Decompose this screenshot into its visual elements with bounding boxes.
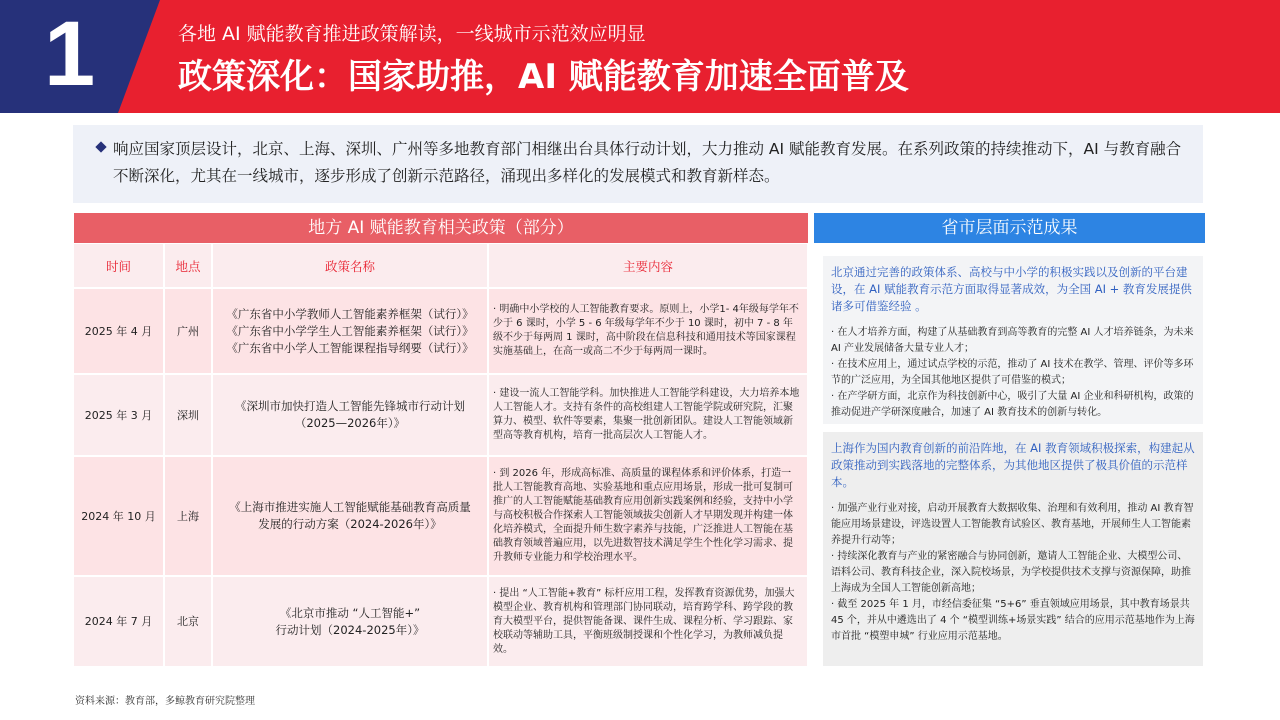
table-row	[74, 576, 808, 667]
policy-name-line: 《广东省中小学人工智能课程指导纲要（试行）》	[226, 340, 474, 355]
list-item: · 截至 2025 年 1 月，市经信委征集 “5+6” 垂直领域应用场景，其中教育场景共 45 个，并从中遴选出了 4 个 “模型训练+场景实践” 结合的应用示范基地作为上海市首批 “模塑申城” 行业应用示范基地。	[831, 599, 1195, 642]
policy-table	[74, 244, 809, 668]
row-time: 2024 年 10 月	[74, 456, 164, 576]
list-item: · 加强产业行业对接，启动开展教育大数据收集、治理和有效利用，推动 AI 教育智能应用场景建设，评选设置人工智能教育试验区、教育基地，开展师生人工智能素养提升行动等；	[831, 503, 1194, 546]
column-header-policy-name: 政策名称	[212, 244, 488, 288]
policy-name-line: 《上海市推进实施人工智能赋能基础教育高质量发展的行动方案（2024-2026年）》	[229, 500, 471, 531]
policy-name-line: 《广东省中小学教师人工智能素养框架（试行）》	[226, 306, 474, 321]
policy-name-line: （2025—2026年）》	[294, 416, 406, 430]
row-time: 2024 年 7 月	[74, 576, 164, 667]
list-item: · 在产学研方面，北京作为科技创新中心，吸引了大量 AI 企业和科研机构，政策的推动促进产学研深度融合，加速了 AI 教育技术的创新与转化。	[831, 391, 1194, 418]
row-place: 深圳	[164, 374, 212, 456]
policy-name-line: 《北京市推动 “人工智能+”	[279, 605, 421, 620]
row-place: 广州	[164, 288, 212, 374]
row-time: 2025 年 4 月	[74, 288, 164, 374]
shanghai-lead-text: 上海作为国内教育创新的前沿阵地，在 AI 教育领域积极探索，构建起从政策推动到实践落地的完整体系，为其他地区提供了极具价值的示范样本。	[831, 441, 1195, 489]
row-time: 2025 年 3 月	[74, 374, 164, 456]
page-subtitle: 各地 AI 赋能教育推进政策解读，一线城市示范效应明显	[178, 23, 646, 45]
table-row	[74, 374, 808, 456]
row-content: · 提出 “人工智能+教育” 标杆应用工程，发挥教育资源优势，加强大模型企业、教育机构和管理部门协同联动，培育跨学科、跨学段的教育大模型平台，提供智能备课、课件生成、课程分析、学习跟踪、家校联动等辅助工具，平衡班级制授课和个性化学习，为教师减负提效。	[488, 576, 808, 667]
table-row	[74, 456, 808, 576]
row-place: 北京	[164, 576, 212, 667]
column-header-time: 时间	[74, 244, 164, 288]
beijing-lead-text: 北京通过完善的政策体系、高校与中小学的积极实践以及创新的平台建设，在 AI 赋能教育示范方面取得显著成效，为全国 AI + 教育发展提供诸多可借鉴经验 。	[831, 265, 1192, 313]
row-policy-name	[212, 288, 488, 374]
column-header-place: 地点	[164, 244, 212, 288]
section-number: 1	[44, 3, 96, 105]
row-place: 上海	[164, 456, 212, 576]
table-row	[74, 288, 808, 374]
policy-name-line: 《深圳市加快打造人工智能先锋城市行动计划	[235, 399, 465, 413]
list-item: · 持续深化教育与产业的紧密融合与协同创新，邀请人工智能企业、大模型公司、语料公司、教育科技企业，深入院校场景，为学校提供技术支撑与资源保障，助推上海成为全国人工智能创新高地；	[831, 551, 1191, 594]
row-content: · 明确中小学校的人工智能教育要求。原则上，小学1- 4年级每学年不少于 6 课时，小学 5 - 6 年级每学年不少于 10 课时，初中 7 - 8 年级不少于每两周 1 课时，高中阶段在信息科技和通用技术等国家课程实施基础上，在高一或高二不少于每两周一课时。	[488, 288, 808, 374]
page-title: 政策深化：国家助推，AI 赋能教育加速全面普及	[178, 57, 909, 97]
diamond-bullet-icon	[95, 141, 106, 152]
intro-box	[73, 125, 1203, 203]
row-content: · 建设一流人工智能学科。加快推进人工智能学科建设，大力培养本地人工智能人才。支持有条件的高校组建人工智能学院或研究院，汇聚算力、模型、软件等要素，集聚一批创新团队。建设人工智能领域新型高等教育机构，培育一批高层次人工智能人才。	[488, 374, 808, 456]
shanghai-achievements-box	[823, 432, 1203, 666]
row-policy-name	[212, 374, 488, 456]
source-note: 资料来源：教育部，多鲸教育研究院整理	[75, 696, 255, 707]
intro-text: 响应国家顶层设计，北京、上海、深圳、广州等多地教育部门相继出台具体行动计划，大力推动 AI 赋能教育发展。在系列政策的持续推动下，AI 与教育融合不断深化，尤其在一线城市，逐步形成了创新示范路径，涌现出多样化的发展模式和教育新样态。	[113, 140, 1182, 185]
achievements-heading: 省市层面示范成果	[814, 213, 1205, 243]
list-item: · 在人才培养方面，构建了从基础教育到高等教育的完整 AI 人才培养链条，为未来 AI 产业发展储备大量专业人才；	[831, 327, 1194, 354]
row-policy-name	[212, 456, 488, 576]
page-header	[0, 0, 1280, 113]
beijing-achievements-box	[823, 256, 1203, 424]
policy-name-line: 行动计划（2024-2025年）》	[275, 622, 425, 637]
row-policy-name	[212, 576, 488, 667]
table-header-row	[74, 244, 808, 288]
policy-name-line: 《广东省中小学学生人工智能素养框架（试行）》	[226, 323, 474, 338]
column-header-content: 主要内容	[488, 244, 808, 288]
row-content: · 到 2026 年，形成高标准、高质量的课程体系和评价体系，打造一批人工智能教育高地、实验基地和重点应用场景，形成一批可复制可推广的人工智能赋能基础教育应用创新实践案例和经验，支持中小学与高校积极合作探索人工智能领域拔尖创新人才早期发现并构建一体化培养模式，全面提升师生数字素养与技能，广泛推进人工智能在基础教育领域普遍应用，以先进数智技术满足学生个性化学习需求、提升教师专业能力和学校治理水平。	[488, 456, 808, 576]
policy-table-heading: 地方 AI 赋能教育相关政策（部分）	[74, 213, 808, 243]
list-item: · 在技术应用上，通过试点学校的示范，推动了 AI 技术在教学、管理、评价等多环节的广泛应用，为全国其他地区提供了可借鉴的模式；	[831, 359, 1194, 386]
